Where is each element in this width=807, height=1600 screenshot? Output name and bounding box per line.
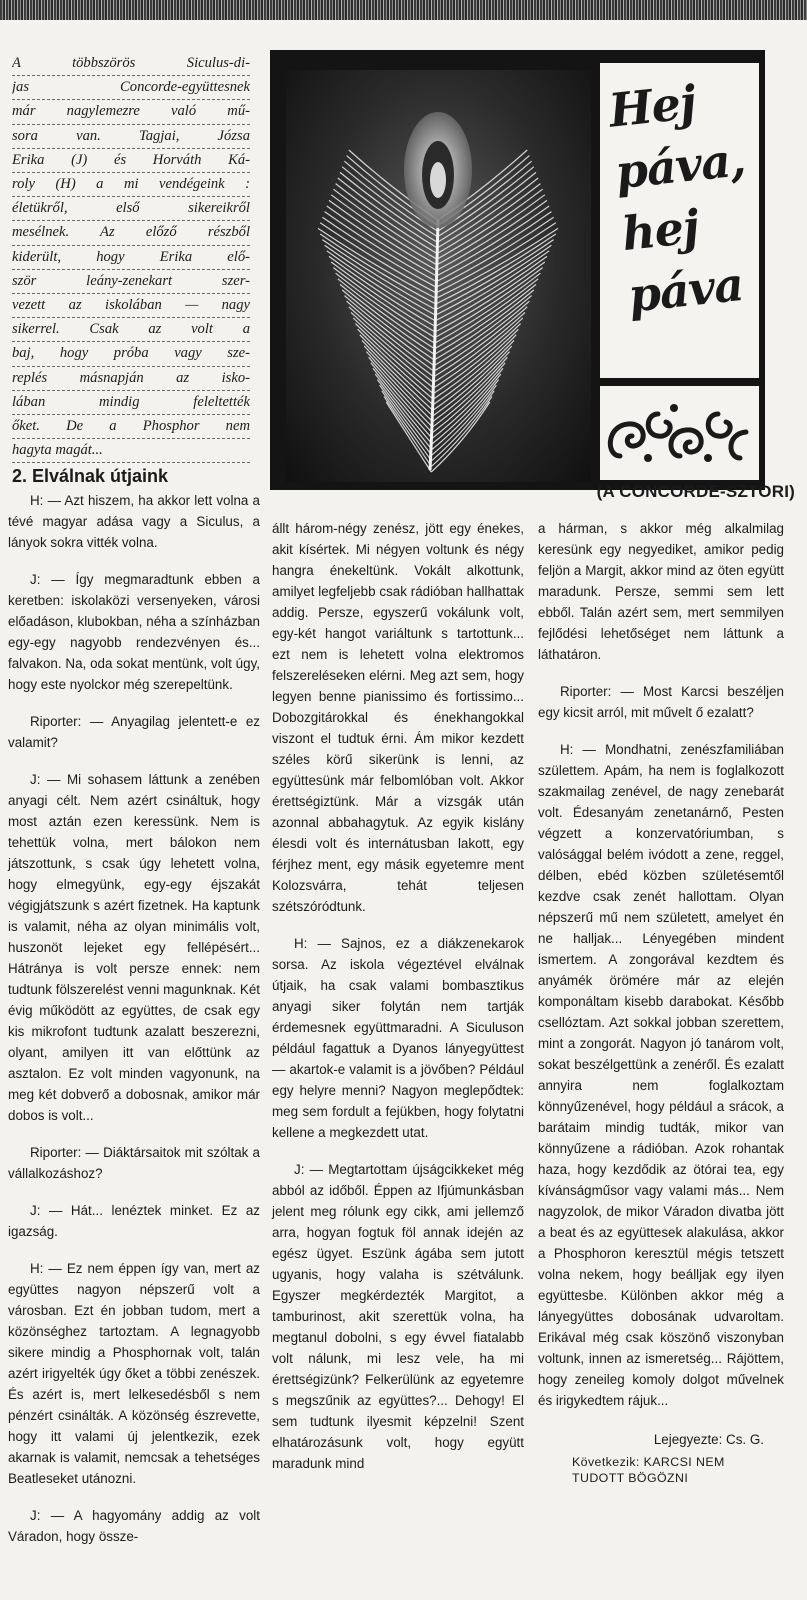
intro-line: replés másnapján az isko- [12,367,250,391]
byline: Lejegyezte: Cs. G. [653,1432,764,1447]
subtitle: (A CONCORDE-SZTORI) [596,482,795,501]
intro-line: sora van. Tagjai, Józsa [12,125,250,149]
spiral-ornament-icon [600,386,759,480]
paragraph: J: — Mi sohasem láttunk a zenében anyagi célt. Nem azért csináltuk, hogy most aztán ezen keressünk. Nem is tehettük volna, mert bálokon nem játszottunk, s csak úgy lehetett volna, hogy elmegyünk, egy-egy éjszakát végigjátszunk s azért fizetnek. Ha kaptunk is valamit, néha az olyan minimális volt, huszonöt lejeket egy fellépésért... Hátránya is volt persze ennek: nem tudtunk fölszerelést venni magunknak. Két évig működött az együttes, de csak egy kis mikrofont tudtunk azalatt beszerezni, olyant, amilyen itt van előttünk az asztalon. Ez volt minden vagyonunk, na meg két dobverő a dobosnak, amikor már dobos is volt... [8,772,260,1123]
peacock-feather-photo [286,70,591,482]
feather-image [286,70,591,482]
column-2 [272,518,524,1490]
headline-line-2: páva, [612,132,748,200]
intro-line: mesélnek. Az előző részből [12,221,250,245]
intro-line: lában mindig feleltették [12,391,250,415]
intro-line: őket. De a Phosphor nem [12,415,250,439]
paragraph: állt három-négy zenész, jött egy énekes, akit kísértek. Mi négyen voltunk és négy hangra énekeltünk. Vokált alkottunk, amilyet legfeljebb csak rádióban hallhattak addig. Persze, egyszerű vokálunk volt, egy-két hangot variáltunk s tartottunk... ezt nem is lehetett volna elektromos felszereléseken elérni. Meg azt sem, hogy legyen benne pianissimo és fortissimo... Dobozgitárokkal és énekhangokkal viszont el tudtuk érni. Ám mikor kezdett széles körű sikerünk is lenni, az együttesünk már felbomlóban volt. Akkor érettségiztünk. Már a vizsgák után azonnal abbahagytuk. Az egyik kislány élesdi volt és internátusban lakott, egy férjhez ment, egy másik egyetemre ment Kolozsvárra, tehát teljesen szétszóródtunk. [272,521,524,914]
paragraph: H: — Sajnos, ez a diákzenekarok sorsa. Az iskola végeztével elválnak útjaik, ha csak valami bombasztikus anyagi siker folytán nem tartják érdemesnek együttmaradni. A Siculuson például fagattuk a Dyanos lányegyüttest — akartok-e valamit is a jövőben? Például egy helyre menni? Nagyon meglepődtek: meg sem fordult a fejükben, hogy folytatni kellene a megkezdett utat. [272,936,524,1140]
intro-line: roly (H) a mi vendégeink : [12,173,250,197]
intro-line: vezett az iskolában — nagy [12,294,250,318]
intro-line: A többszörös Siculus-di- [12,52,250,76]
paragraph: Riporter: — Most Karcsi beszéljen egy kicsit arról, mit művelt ő ezalatt? [538,684,784,720]
section-title: 2. Elválnak útjaink [12,466,169,486]
headline [606,64,783,327]
ornament-panel [600,386,759,480]
column-1 [8,490,260,1563]
paragraph: a hárman, s akkor még alkalmilag keresünk egy negyediket, amikor pedig feljön a Margit, akkor mind az öten együtt maradunk. Persze, semmi sem lett ebből. Talán azért sem, mert semmilyen fejlődési lehetőséget nem láttunk a láthatáron. [538,521,784,662]
intro-line: már nagylemezre való mű- [12,100,250,124]
paragraph: H: — Ez nem éppen így van, mert az együttes nagyon népszerű volt a városban. Ezt én jobban tudom, mert a közönséghez tartoztam. A legnagyobb sikere mindig a Phosphornak volt, talán azért irigyelték úgy őket a többi zenészek. És azért is, mert lelkesedésből s nem pénzért csinálták. A közönség észrevette, hogy itt valami új jelentkezik, ezek akarnak is valamit, nemcsak a tehetséges Beatleseket utánozni. [8,1261,260,1486]
next-episode-line-1: Következik: KARCSI NEM [572,1455,725,1469]
headline-line-3: hej [619,199,701,262]
intro-line: kiderült, hogy Erika elő- [12,246,250,270]
intro-line: Erika (J) és Horváth Ká- [12,149,250,173]
next-episode-line-2: TUDOTT BÖGÖZNI [572,1471,689,1485]
intro-line: ször leány-zenekart szer- [12,270,250,294]
intro-line: hagyta magát... [12,439,250,463]
headline-line-4: páva [625,256,746,323]
page-top-border [0,0,807,20]
paragraph: J: — A hagyomány addig az volt Váradon, hogy össze- [8,1508,260,1544]
column-3 [538,518,784,1486]
intro-line: sikerrel. Csak az volt a [12,318,250,342]
intro-line: jas Concorde-együttesnek [12,76,250,100]
paragraph: Riporter: — Anyagilag jelentett-e ez valamit? [8,714,260,750]
intro-lead [12,52,250,463]
intro-line: baj, hogy próba vagy sze- [12,342,250,366]
paragraph: H: — Azt hiszem, ha akkor lett volna a tévé magyar adása vagy a Siculus, a lányok sokra vitték volna. [8,493,260,550]
paragraph: J: — Hát... lenéztek minket. Ez az igazság. [8,1203,260,1239]
paragraph: Riporter: — Diáktársaitok mit szóltak a vállalkozáshoz? [8,1145,260,1181]
paragraph: J: — Így megmaradtunk ebben a keretben: iskolaközi versenyeken, városi előadáson, klubokban, néha a színházban egy-egy nagyobb rendezvényen és... falvakon. Na, oda sokat mentünk, volt úgy, hogy este nyolckor még szerepeltünk. [8,572,260,692]
paragraph: J: — Megtartottam újságcikkeket még abból az időből. Éppen az Ifjúmunkásban jelent meg rólunk egy cikk, ami jellemző arra, hogyan fogtuk föl annak idején az egész ügyet. Eszünk ágába sem jutott ugyanis, hogy valaha is szétválunk. Egyszer megkérdezték Margitot, a tamburinost, akit szerettük volna, ha megtanul dobolni, s egy évvel fiatalabb volt nálunk, mi lesz vele, ha mi érettségizünk? Felkerülünk az egyetemre s megszűnik az együttes?... Dehogy! El sem tudtunk ilyesmit képzelni! Szent elhatározásunk volt, hogy együtt maradunk mind [272,1162,524,1471]
paragraph: H: — Mondhatni, zenészfamiliában születtem. Apám, ha nem is foglalkozott szakmailag zenével, de nagy zenebarát volt. Édesanyám zenetanárnő, Pesten végzett a konzervatóriumban, s valósággal belém ivódott a zene, reggel, délben, ebéd közben születésemtől kezdve csak zenét hallottam. Olyan népszerű mű nem született, amelyet én ne halljak... Lényegében mindent ismertem. A zongorával kezdtem és anyámék örömére már az elején komponáltam kisebb darabokat. Később csellóztam. Azt sokkal jobban szerettem, mint a zongorát. Nagyon jó tanárom volt, sokat beszélgettünk a zenéről. És ezalatt annyira nem foglalkoztam könnyűzenével, hogy például a srácok, a barátaim mindig tudták, mikor van könnyűzene a rádióban. Azok rohantak haza, hogy kezdődik az ötórai tea, egy kívánságműsor vagy valami más... Nem nagyzolok, de mikor Váradon divatba jött a beat és az együttesek alakulása, akkor a Phosphoron keresztül mégis tetszett volna nekem, hogy beálljak egy ilyen együttesbe. Különben akkor még a lányegyüttes dobosának udvaroltam. Erikával még csak köszönő viszonyban voltunk, innen az ismeretség... Rájöttem, hogy zeneileg komoly dolgot művelnek és irigykedtem rájuk... [538,742,784,1408]
intro-line: életükről, első sikereikről [12,197,250,221]
headline-line-1: Hej [606,74,698,138]
